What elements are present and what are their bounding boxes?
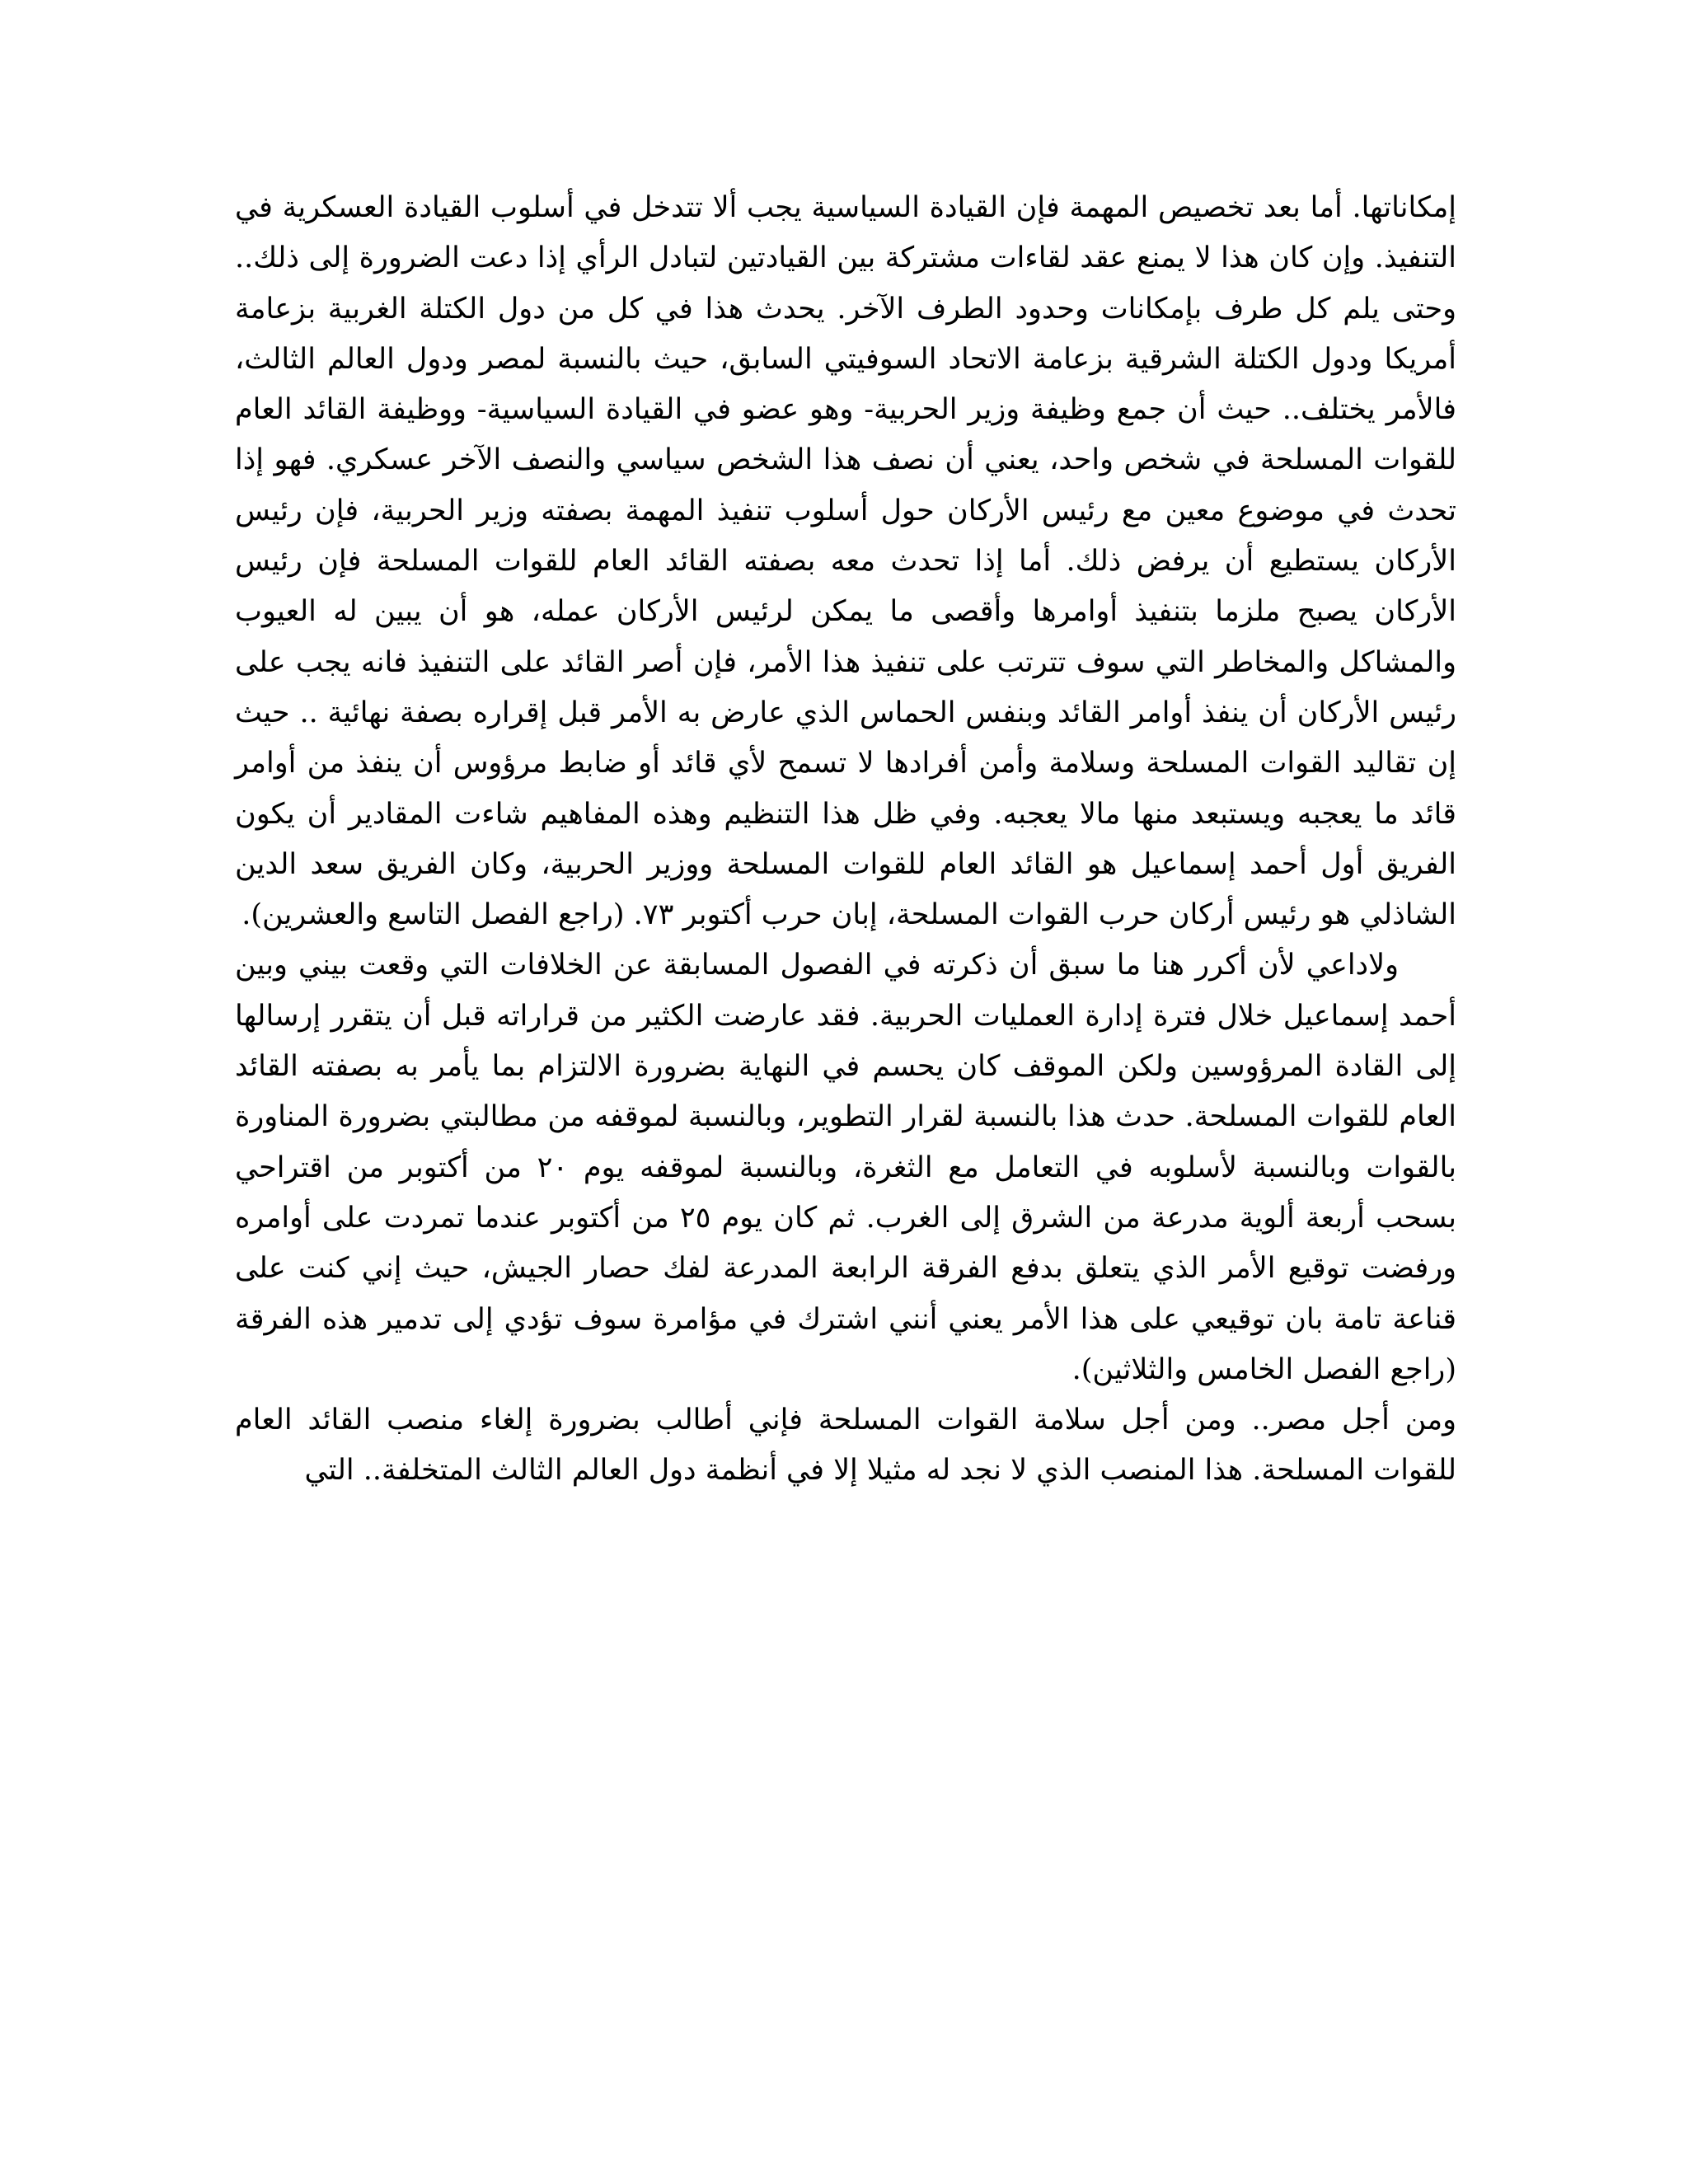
paragraph-3: ومن أجل مصر.. ومن أجل سلامة القوات المسلحة فإني أطالب بضرورة إلغاء منصب القائد العام للقوات المسلحة. هذا المنصب الذي لا نجد له مثيلا إلا في أنظمة دول العالم الثالث المتخلفة.. التي [235,1404,1456,1488]
body-text [235,183,1456,1497]
paragraph-2: ولاداعي لأن أكرر هنا ما سبق أن ذكرته في الفصول المسابقة عن الخلافات التي وقعت بيني وبين أحمد إسماعيل خلال فترة إدارة العمليات الحربية. فقد عارضت الكثير من قراراته قبل أن يتقرر إرسالها إلى القادة المرؤوسين ولكن الموقف كان يحسم في النهاية بضرورة الالتزام بما يأمر به بصفته القائد العام للقوات المسلحة. حدث هذا بالنسبة لقرار التطوير، وبالنسبة لموقفه من مطالبتي بضرورة المناورة بالقوات وبالنسبة لأسلوبه في التعامل مع الثغرة، وبالنسبة لموقفه يوم ٢٠ من أكتوبر من اقتراحي بسحب أربعة ألوية مدرعة من الشرق إلى الغرب. ثم كان يوم ٢٥ من أكتوبر عندما تمردت على أوامره ورفضت توقيع الأمر الذي يتعلق بدفع الفرقة الرابعة المدرعة لفك حصار الجيش، حيث إني كنت على قناعة تامة بان توقيعي على هذا الأمر يعني أنني اشترك في مؤامرة سوف تؤدي إلى تدمير هذه الفرقة (راجع الفصل الخامس والثلاثين). [235,949,1456,1386]
paragraph-1: إمكاناتها. أما بعد تخصيص المهمة فإن القيادة السياسية يجب ألا تتدخل في أسلوب القيادة العسكرية في التنفيذ. وإن كان هذا لا يمنع عقد لقاءات مشتركة بين القيادتين لتبادل الرأي إذا دعت الضرورة إلى ذلك.. وحتى يلم كل طرف بإمكانات وحدود الطرف الآخر. يحدث هذا في كل من دول الكتلة الغربية بزعامة أمريكا ودول الكتلة الشرقية بزعامة الاتحاد السوفيتي السابق، حيث بالنسبة لمصر ودول العالم الثالث، فالأمر يختلف.. حيث أن جمع وظيفة وزير الحربية- وهو عضو في القيادة السياسية- ووظيفة القائد العام للقوات المسلحة في شخص واحد، يعني أن نصف هذا الشخص سياسي والنصف الآخر عسكري. فهو إذا تحدث في موضوع معين مع رئيس الأركان حول أسلوب تنفيذ المهمة بصفته وزير الحربية، فإن رئيس الأركان يستطيع أن يرفض ذلك. أما إذا تحدث معه بصفته القائد العام للقوات المسلحة فإن رئيس الأركان يصبح ملزما بتنفيذ أوامرها وأقصى ما يمكن لرئيس الأركان عمله، هو أن يبين له العيوب والمشاكل والمخاطر التي سوف تترتب على تنفيذ هذا الأمر، فإن أصر القائد على التنفيذ فانه يجب على رئيس الأركان أن ينفذ أوامر القائد وبنفس الحماس الذي عارض به الأمر قبل إقراره بصفة نهائية .. حيث إن تقاليد القوات المسلحة وسلامة وأمن أفرادها لا تسمح لأي قائد أو ضابط مرؤوس أن ينفذ من أوامر قائد ما يعجبه ويستبعد منها مالا يعجبه. وفي ظل هذا التنظيم وهذه المفاهيم شاءت المقادير أن يكون الفريق أول أحمد إسماعيل هو القائد العام للقوات المسلحة ووزير الحربية، وكان الفريق سعد الدين الشاذلي هو رئيس أركان حرب القوات المسلحة، إبان حرب أكتوبر ٧٣. (راجع الفصل التاسع والعشرين). [235,191,1456,932]
